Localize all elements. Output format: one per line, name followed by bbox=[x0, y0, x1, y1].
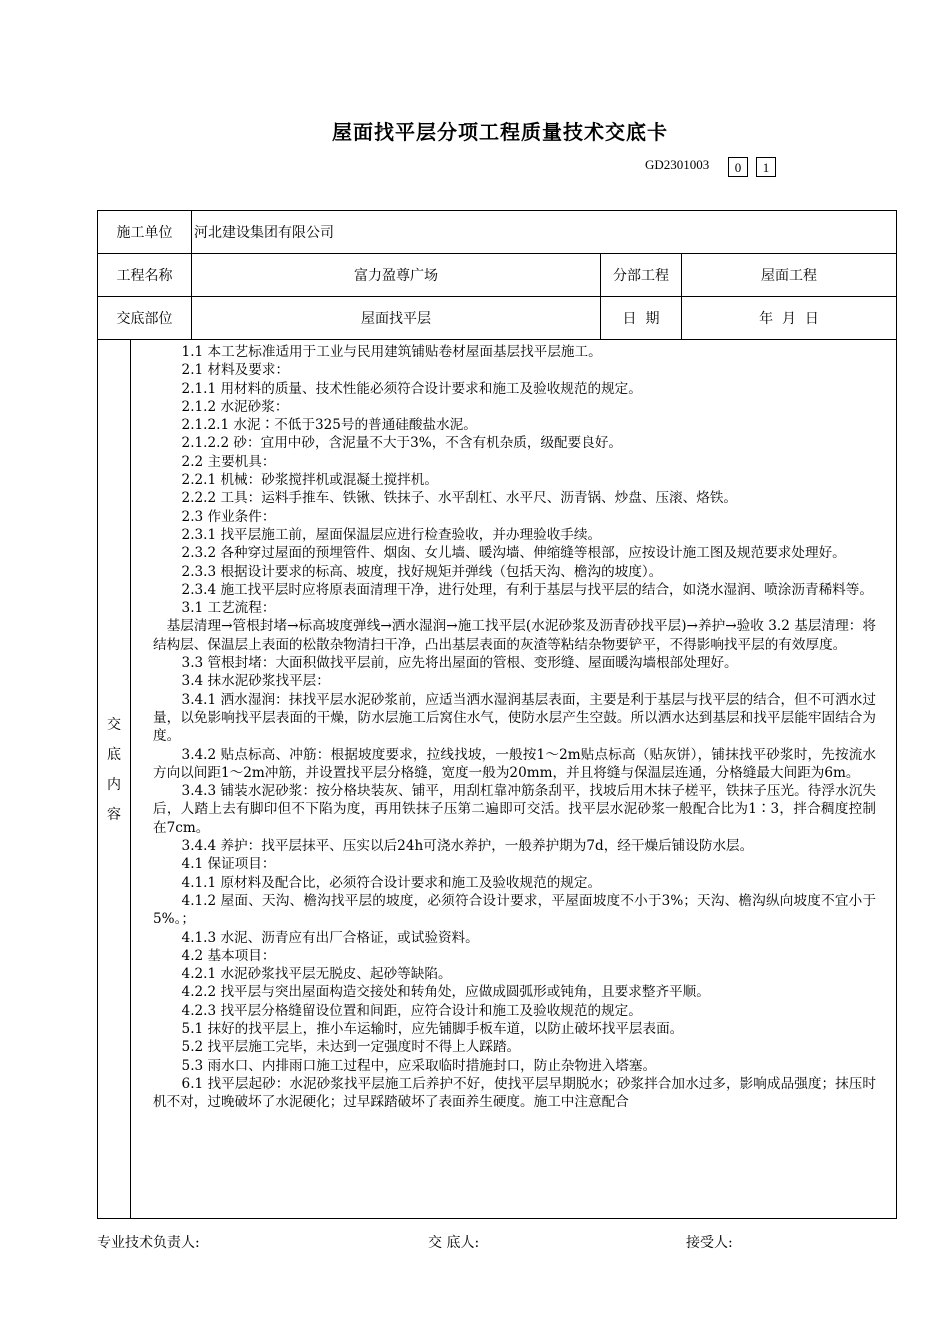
content-paragraph: 3.3 管根封堵：大面积做找平层前，应先将出屋面的管根、变形缝、屋面暖沟墙根部处理好。 bbox=[181, 655, 738, 672]
part-label: 交底部位 bbox=[98, 297, 192, 340]
content-paragraph: 3.4.1 洒水湿润：抹找平层水泥砂浆前，应适当洒水湿润基层表面，主要是利于基层与找平层的结合，但不可洒水过量，以免影响找平层表面的干燥，防水层施工后窝住水气，使防水层产生空鼓。所以洒水达到基层和找平层能牢固结合为度。 bbox=[153, 691, 877, 745]
content-paragraph: 2.2.1 机械：砂浆搅拌机或混凝土搅拌机。 bbox=[181, 472, 438, 489]
content-paragraph: 3.4.4 养护：找平层抹平、压实以后24h可浇水养护，一般养护期为7d，经干燥后铺设防水层。 bbox=[181, 838, 754, 855]
content-paragraph: 5.3 雨水口、内排雨口施工过程中，应采取临时措施封口，防止杂物进入塔塞。 bbox=[181, 1057, 657, 1074]
code-box-1: 0 bbox=[728, 157, 748, 177]
content-paragraph: 2.3.3 根据设计要求的标高、坡度，找好规矩并弹线（包括天沟、檐沟的坡度）。 bbox=[181, 563, 663, 580]
project-label: 工程名称 bbox=[98, 254, 192, 297]
content-paragraph: 2.2 主要机具： bbox=[181, 453, 276, 470]
content-paragraph: 1.1 本工艺标准适用于工业与民用建筑铺贴卷材屋面基层找平层施工。 bbox=[181, 344, 602, 360]
content-paragraph: 2.1 材料及要求： bbox=[181, 362, 290, 379]
row-content bbox=[98, 340, 897, 1219]
side-char: 交 bbox=[107, 717, 121, 733]
date-value: 年 月 日 bbox=[682, 297, 897, 340]
content-cell bbox=[131, 340, 897, 1219]
content-paragraph: 2.1.2 水泥砂浆： bbox=[181, 398, 289, 415]
content-paragraph: 4.2.3 找平层分格缝留设位置和间距，应符合设计和施工及验收规范的规定。 bbox=[181, 1002, 642, 1019]
document-code: GD2301003 bbox=[645, 157, 710, 172]
content-paragraph: 4.2.2 找平层与突出屋面构造交接处和转角处，应做成圆弧形或钝角，且要求整齐平顺。 bbox=[181, 984, 710, 1001]
document-title: 屋面找平层分项工程质量技术交底卡 bbox=[332, 120, 668, 144]
side-char: 容 bbox=[107, 807, 121, 823]
part-value: 屋面找平层 bbox=[192, 297, 601, 340]
side-label bbox=[98, 340, 131, 1219]
content-paragraph: 3.1 工艺流程： bbox=[181, 600, 276, 617]
content-paragraph: 6.1 找平层起砂：水泥砂浆找平层施工后养护不好，使找平层早期脱水；砂浆拌合加水过多，影响成品强度；抹压时机不对，过晚破坏了水泥硬化；过早踩踏破坏了表面养生硬度。施工中注意配合 bbox=[153, 1075, 877, 1111]
footer-receiver: 接受人: bbox=[686, 1235, 733, 1251]
content-paragraph: 3.4.3 铺装水泥砂浆：按分格块装灰、铺平，用刮杠靠冲筋条刮平，找坡后用木抹子槎平，铁抹子压光。待浮水沉失后，人踏上去有脚印但不下陷为度，再用铁抹子压第二遍即可交活。找平层水泥砂浆一般配合比为1∶3，拌合稠度控制在7cm。 bbox=[153, 783, 877, 836]
content-paragraph: 3.4.2 贴点标高、冲筋：根据坡度要求，拉线找坡，一般按1～2m贴点标高（贴灰饼），铺抹找平砂浆时，先按流水方向以间距1～2m冲筋，并设置找平层分格缝，宽度一般为20mm，并且将缝与保温层连通，分格缝最大间距为6m。 bbox=[153, 746, 877, 781]
row-unit bbox=[98, 211, 897, 254]
content-paragraph: 4.1.3 水泥、沥青应有出厂合格证，或试验资料。 bbox=[181, 929, 479, 946]
content-paragraph: 2.3.1 找平层施工前，屋面保温层应进行检查验收，并办理验收手续。 bbox=[181, 526, 602, 543]
division-value: 屋面工程 bbox=[682, 254, 897, 297]
content-paragraph: 2.3 作业条件： bbox=[181, 508, 276, 525]
content-paragraph: 5.2 找平层施工完毕，未达到一定强度时不得上人踩踏。 bbox=[181, 1039, 521, 1056]
code-box-2: 1 bbox=[756, 157, 776, 177]
content-paragraph: 3.4 抹水泥砂浆找平层： bbox=[181, 673, 330, 690]
content-paragraph: 4.2 基本项目： bbox=[181, 947, 276, 964]
side-char: 内 bbox=[107, 777, 121, 793]
content-paragraph: 2.1.2.2 砂：宜用中砂，含泥量不大于3%，不含有机杂质，级配要良好。 bbox=[181, 435, 623, 452]
division-label: 分部工程 bbox=[601, 254, 682, 297]
content-paragraph: 2.2.2 工具：运料手推车、铁锹、铁抹子、水平刮杠、水平尺、沥青锅、炒盘、压滚、烙铁。 bbox=[181, 490, 738, 507]
disclosure-content bbox=[131, 340, 896, 1218]
content-paragraph: 4.2.1 水泥砂浆找平层无脱皮、起砂等缺陷。 bbox=[181, 966, 452, 983]
date-label: 日 期 bbox=[601, 297, 682, 340]
content-paragraph: 4.1.1 原材料及配合比，必须符合设计要求和施工及验收规范的规定。 bbox=[181, 874, 602, 891]
content-paragraph: 2.1.2.1 水泥∶不低于325号的普通硅酸盐水泥。 bbox=[181, 417, 477, 434]
content-paragraph: 基层清理→管根封堵→标高坡度弹线→洒水湿润→施工找平层(水泥砂浆及沥青砂找平层)→养护→验收 3.2 基层清理：将结构层、保温层上表面的松散杂物清扫干净，凸出基层表面的灰渣等粘结杂物要铲平，不得影响找平层的有效厚度。 bbox=[153, 618, 877, 653]
footer-tech-lead: 专业技术负责人: bbox=[97, 1235, 200, 1251]
side-char: 底 bbox=[107, 747, 121, 763]
row-part bbox=[98, 297, 897, 340]
content-paragraph: 2.3.2 各种穿过屋面的预埋管件、烟囱、女儿墙、暖沟墙、伸缩缝等根部，应按设计施工图及规范要求处理好。 bbox=[181, 545, 846, 562]
content-paragraph: 4.1 保证项目： bbox=[181, 856, 276, 873]
content-paragraph: 4.1.2 屋面、天沟、檐沟找平层的坡度，必须符合设计要求，平屋面坡度不小于3%；天沟、檐沟纵向坡度不宜小于5%。； bbox=[153, 892, 877, 928]
content-paragraph: 5.1 抹好的找平层上，推小车运输时，应先铺脚手板车道，以防止破坏找平层表面。 bbox=[181, 1020, 684, 1037]
unit-label: 施工单位 bbox=[98, 211, 192, 254]
unit-value: 河北建设集团有限公司 bbox=[192, 211, 897, 254]
content-paragraph: 2.1.1 用材料的质量、技术性能必须符合设计要求和施工及验收规范的规定。 bbox=[181, 380, 642, 397]
content-paragraph: 2.3.4 施工找平层时应将原表面清理干净，进行处理，有利于基层与找平层的结合，如浇水湿润、喷涂沥青稀料等。 bbox=[181, 581, 873, 598]
project-value: 富力盈尊广场 bbox=[192, 254, 601, 297]
row-project bbox=[98, 254, 897, 297]
disclosure-table bbox=[97, 210, 897, 1219]
footer-presenter: 交 底人: bbox=[428, 1235, 480, 1251]
